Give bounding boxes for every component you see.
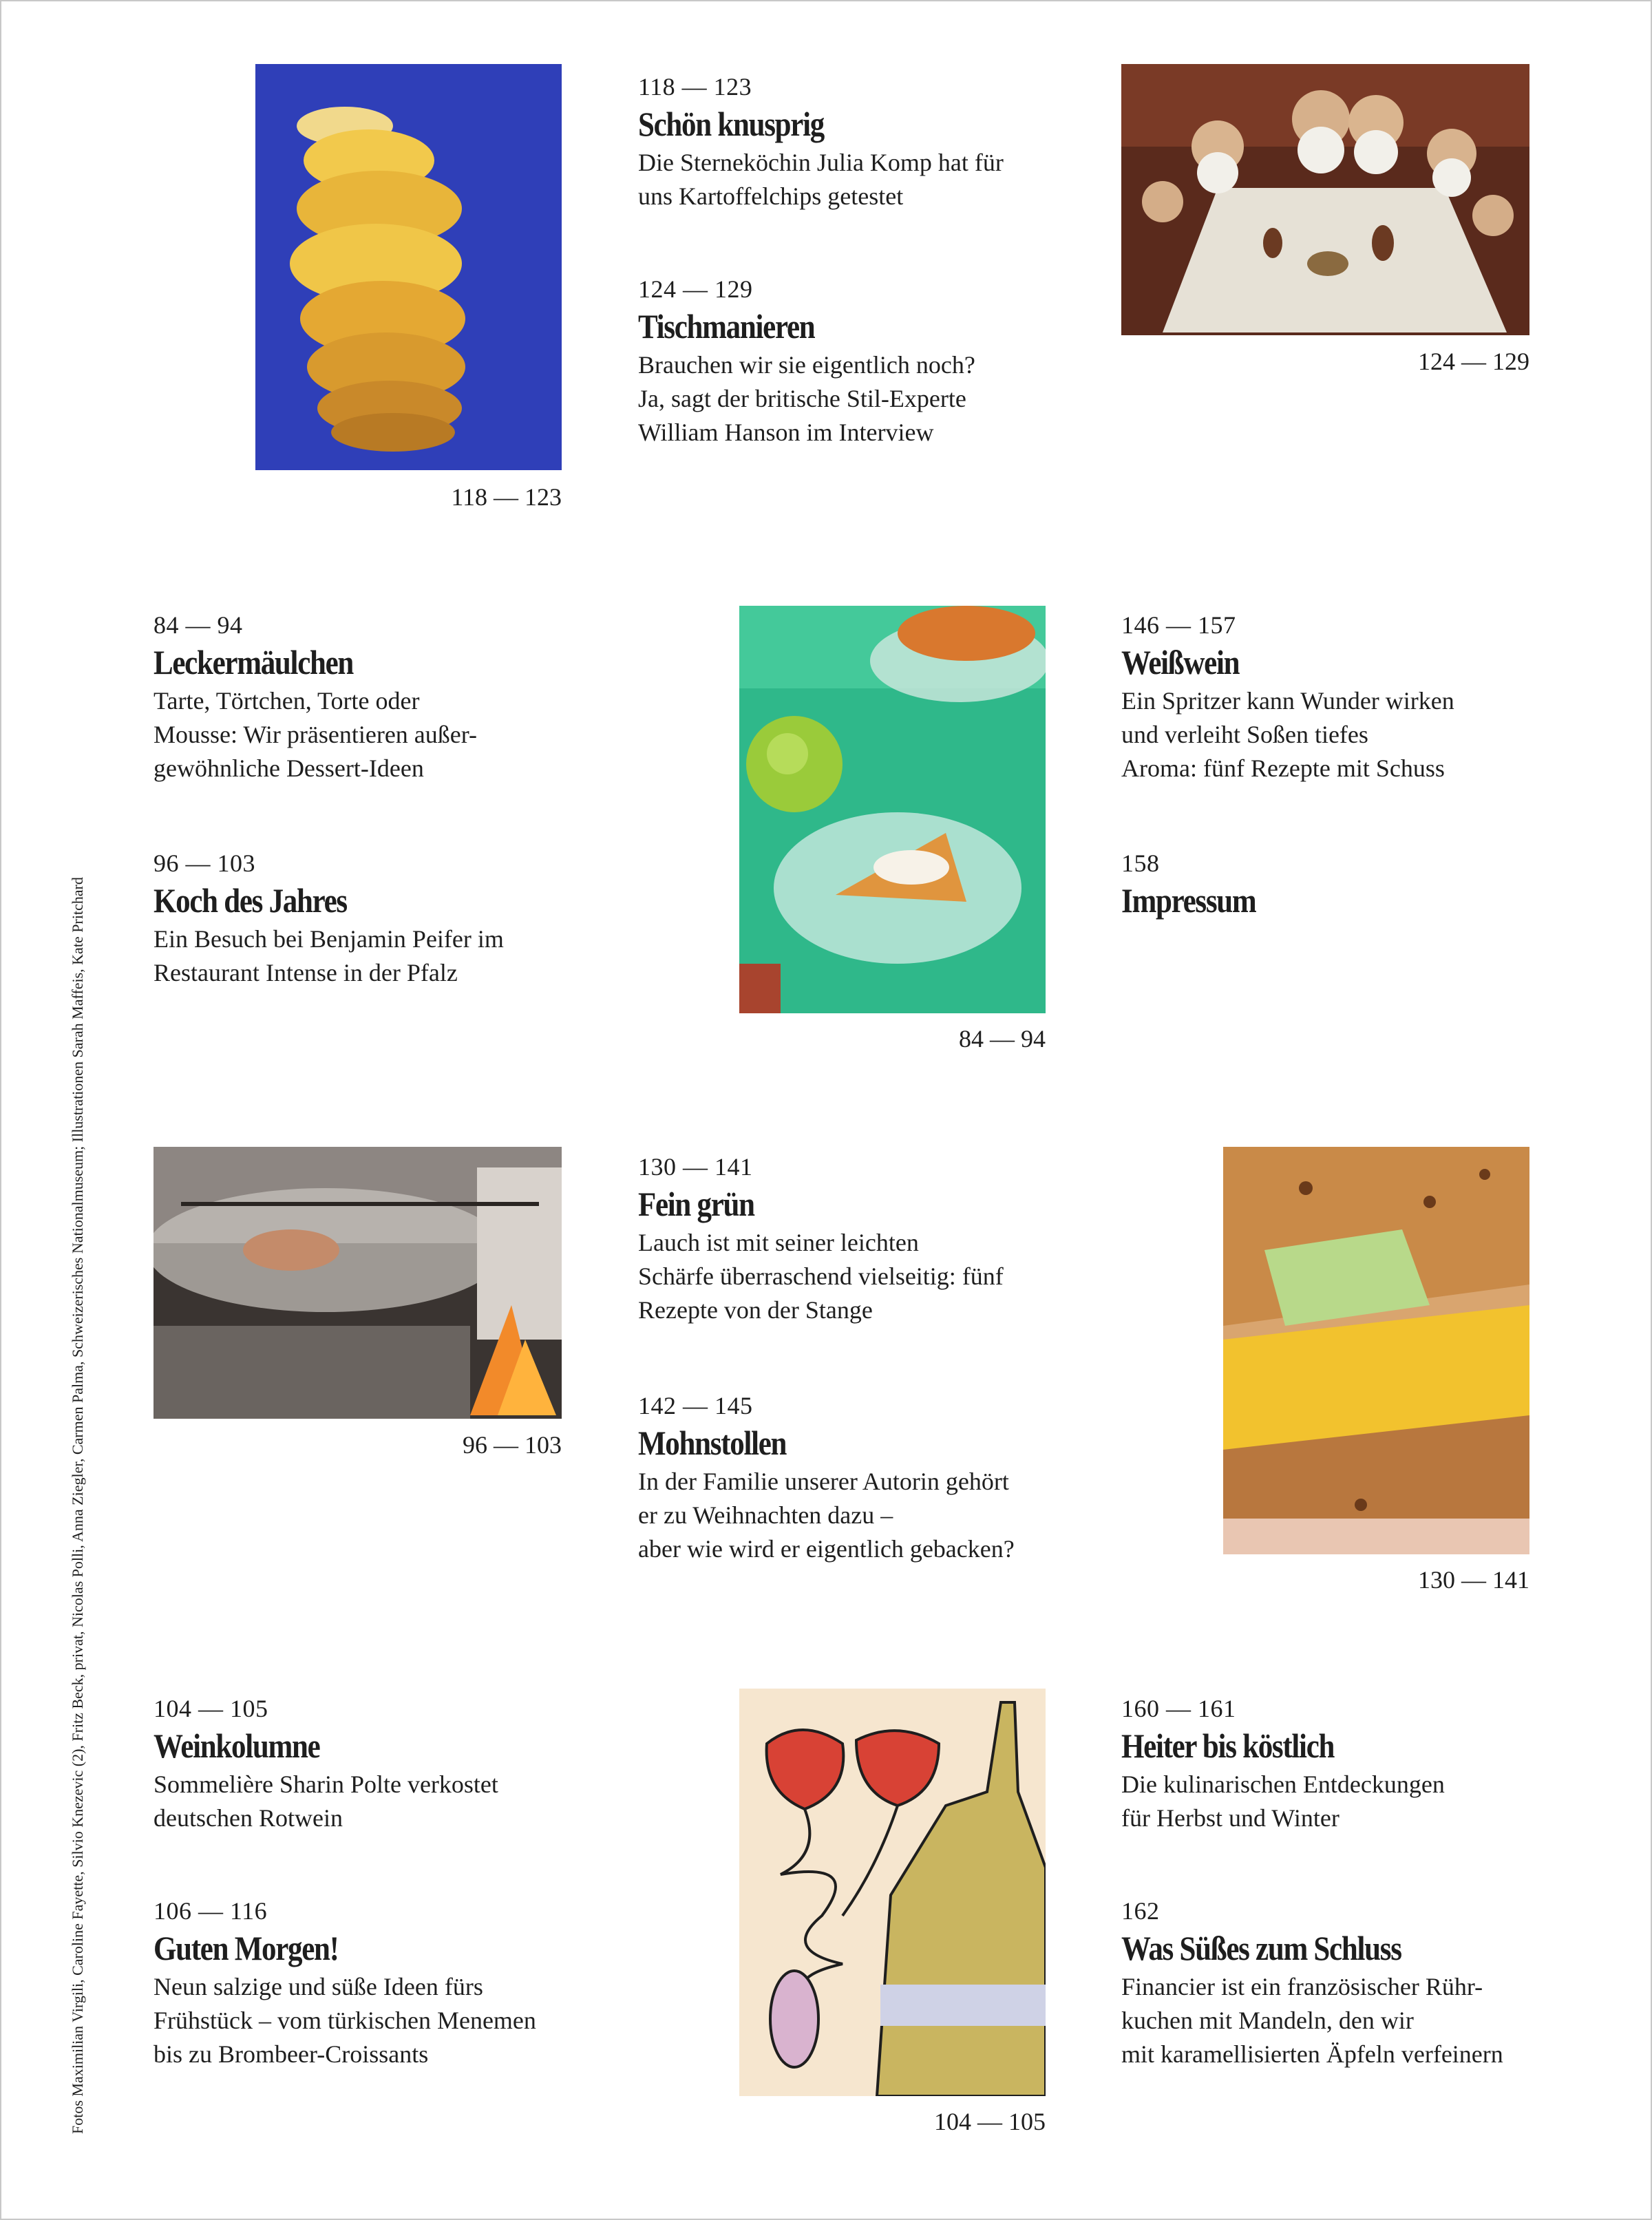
page-range: 84 — 94 xyxy=(153,611,243,639)
grill-photo xyxy=(153,1147,562,1419)
entry-title: Schön knusprig xyxy=(638,105,824,143)
entry-description: In der Familie unserer Autorin gehört er zu Weihnachten dazu – aber wie wird er eigentlich gebacken? xyxy=(638,1468,1015,1563)
page-range: 106 — 116 xyxy=(153,1897,268,1925)
painting-caption: 124 — 129 xyxy=(1418,348,1529,375)
sandwich-photo xyxy=(1223,1147,1529,1554)
photo-credits: Fotos Maximilian Virgili, Caroline Fayette, Silvio Knezevic (2), Fritz Beck, privat, Nicolas Polli, Anna Ziegler, Carmen Palma, Schweizerisches Nationalmuseum; Illustrationen Sarah Maffeis, Kate Pritchard xyxy=(69,877,86,2134)
page-range: 146 — 157 xyxy=(1121,611,1236,639)
toc-entry-heiter[interactable] xyxy=(1121,1693,1603,1835)
page-range: 104 — 105 xyxy=(153,1695,268,1722)
entry-title: Guten Morgen! xyxy=(153,1929,339,1967)
entry-description: Brauchen wir sie eigentlich noch? Ja, sagt der britische Stil-Experte William Hanson im Interview xyxy=(638,351,975,446)
entry-description: Financier ist ein französischer Rühr- kuchen mit Mandeln, den wir mit karamellisierten Äpfeln verfeinern xyxy=(1121,1973,1503,2068)
entry-title: Impressum xyxy=(1121,881,1256,920)
entry-description: Sommelière Sharin Polte verkostet deutschen Rotwein xyxy=(153,1770,498,1832)
page-range: 118 — 123 xyxy=(638,73,752,101)
dessert-caption: 84 — 94 xyxy=(959,1025,1046,1053)
entry-title: Fein grün xyxy=(638,1185,754,1223)
toc-entry-fein-gruen[interactable] xyxy=(638,1152,1120,1327)
entry-description: Die Sterneköchin Julia Komp hat für uns Kartoffelchips getestet xyxy=(638,149,1004,210)
toc-entry-tischmanieren[interactable] xyxy=(638,274,1120,450)
page-range: 160 — 161 xyxy=(1121,1695,1236,1722)
page-range: 96 — 103 xyxy=(153,849,255,877)
wine-illustration xyxy=(739,1689,1046,2096)
sandwich-caption: 130 — 141 xyxy=(1418,1566,1529,1594)
painting-photo xyxy=(1121,64,1529,335)
toc-entry-koch-des-jahres[interactable] xyxy=(153,848,635,990)
dessert-photo xyxy=(739,606,1046,1013)
toc-entry-leckermaeulchen[interactable] xyxy=(153,610,635,785)
entry-title: Heiter bis köstlich xyxy=(1121,1726,1335,1765)
toc-entry-mohnstollen[interactable] xyxy=(638,1391,1120,1566)
entry-title: Mohnstollen xyxy=(638,1424,787,1462)
toc-entry-impressum[interactable] xyxy=(1121,848,1603,921)
entry-title: Weißwein xyxy=(1121,643,1240,681)
entry-description: Ein Spritzer kann Wunder wirken und verleiht Soßen tiefes Aroma: fünf Rezepte mit Schuss xyxy=(1121,687,1454,782)
chips-caption: 118 — 123 xyxy=(451,483,562,511)
page-range: 142 — 145 xyxy=(638,1392,753,1419)
entry-description: Die kulinarischen Entdeckungen für Herbst und Winter xyxy=(1121,1770,1445,1832)
toc-entry-weisswein[interactable] xyxy=(1121,610,1603,785)
page-range: 158 xyxy=(1121,849,1160,877)
wine-caption: 104 — 105 xyxy=(934,2108,1046,2135)
chips-photo xyxy=(255,64,562,470)
entry-title: Was Süßes zum Schluss xyxy=(1121,1929,1401,1967)
toc-entry-chips[interactable] xyxy=(638,72,1120,213)
entry-description: Neun salzige und süße Ideen fürs Frühstück – vom türkischen Menemen bis zu Brombeer-Croissants xyxy=(153,1973,536,2068)
entry-title: Leckermäulchen xyxy=(153,643,354,681)
grill-caption: 96 — 103 xyxy=(463,1431,562,1459)
entry-description: Lauch ist mit seiner leichten Schärfe überraschend vielseitig: fünf Rezepte von der Stange xyxy=(638,1229,1004,1324)
entry-title: Koch des Jahres xyxy=(153,881,347,920)
toc-entry-weinkolumne[interactable] xyxy=(153,1693,635,1835)
entry-title: Tischmanieren xyxy=(638,307,815,346)
entry-title: Weinkolumne xyxy=(153,1726,320,1765)
page-range: 162 xyxy=(1121,1897,1160,1925)
entry-description: Tarte, Törtchen, Torte oder Mousse: Wir präsentieren außer- gewöhnliche Dessert-Ideen xyxy=(153,687,478,782)
toc-entry-suesses[interactable] xyxy=(1121,1896,1603,2071)
page-range: 130 — 141 xyxy=(638,1153,753,1181)
page-range: 124 — 129 xyxy=(638,275,753,303)
entry-description: Ein Besuch bei Benjamin Peifer im Restaurant Intense in der Pfalz xyxy=(153,925,504,986)
toc-entry-guten-morgen[interactable] xyxy=(153,1896,635,2071)
